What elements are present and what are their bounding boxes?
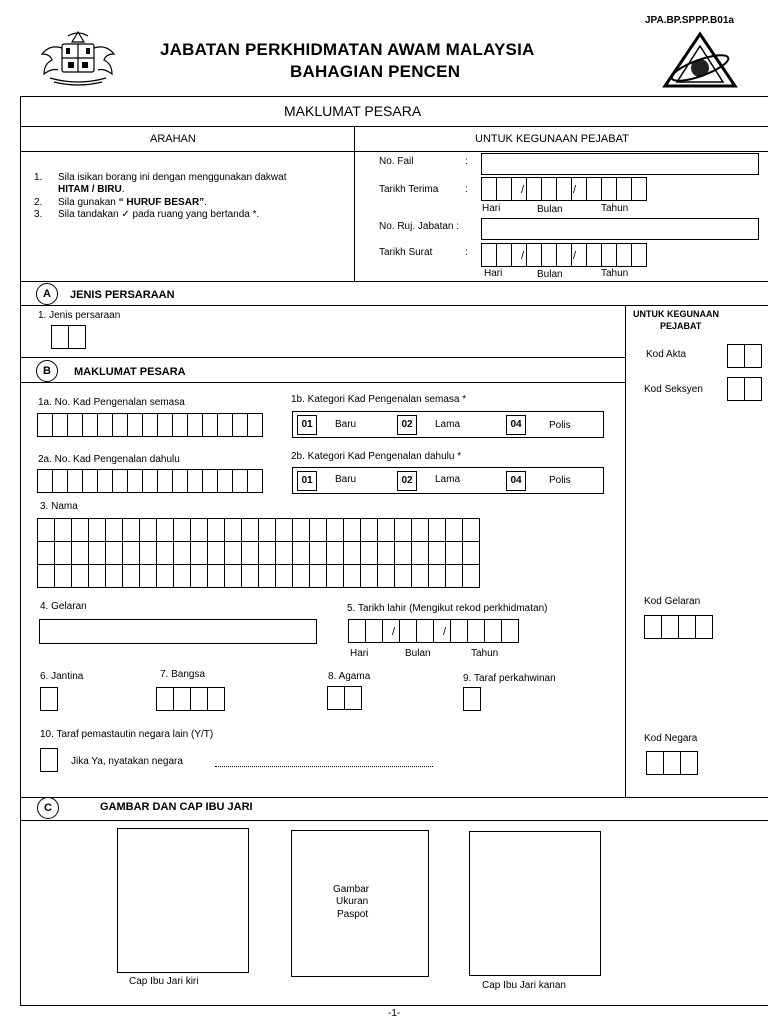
nama-cell[interactable]	[275, 541, 293, 565]
kod-seksyen-label: Kod Seksyen	[644, 384, 703, 395]
nama-cell[interactable]	[207, 564, 225, 588]
nama-cell[interactable]	[411, 518, 429, 542]
nama-cell[interactable]	[88, 564, 106, 588]
nama-cell[interactable]	[190, 518, 208, 542]
arahan-item-3-text: Sila tandakan ✓ pada ruang yang bertanda *.	[58, 209, 260, 220]
agency-title: JABATAN PERKHIDMATAN AWAM MALAYSIA	[160, 40, 535, 59]
nama-cell[interactable]	[139, 564, 157, 588]
nama-cell[interactable]	[139, 518, 157, 542]
jantina-cell[interactable]	[40, 687, 57, 711]
nama-cell[interactable]	[326, 518, 344, 542]
document-code: JPA.BP.SPPP.B01a	[645, 15, 734, 26]
arahan-item-3-num: 3.	[34, 209, 43, 220]
nama-cell[interactable]	[258, 541, 276, 565]
nama-cell[interactable]	[343, 564, 361, 588]
side-office-heading-2: PEJABAT	[660, 321, 702, 331]
tarikh-lahir-label: 5. Tarikh lahir (Mengikut rekod perkhidmatan)	[347, 603, 548, 614]
right-thumbprint-caption: Cap Ibu Jari kanan	[482, 980, 566, 991]
ic-current-cat-lama-code[interactable]: 02	[397, 415, 417, 435]
nama-cell[interactable]	[394, 518, 412, 542]
form-title: MAKLUMAT PESARA	[284, 103, 422, 119]
gelaran-label: 4. Gelaran	[40, 601, 87, 612]
nama-cell[interactable]	[360, 564, 378, 588]
nama-cell[interactable]	[156, 541, 174, 565]
nama-cell[interactable]	[343, 541, 361, 565]
office-heading: UNTUK KEGUNAAN PEJABAT	[475, 133, 629, 145]
nama-cell[interactable]	[377, 564, 395, 588]
nama-cell[interactable]	[343, 518, 361, 542]
nama-cell[interactable]	[360, 518, 378, 542]
ic-previous-cat-polis-code[interactable]: 04	[506, 471, 526, 491]
gelaran-input[interactable]	[39, 619, 317, 644]
nama-cell[interactable]	[88, 541, 106, 565]
no-fail-input[interactable]	[481, 153, 759, 175]
nama-cell[interactable]	[394, 541, 412, 565]
agama-label: 8. Agama	[328, 671, 371, 682]
no-ruj-label: No. Ruj. Jabatan :	[379, 221, 460, 232]
right-thumbprint-box[interactable]	[469, 831, 601, 976]
nama-cell[interactable]	[105, 518, 123, 542]
nama-cell[interactable]	[156, 564, 174, 588]
nama-cell[interactable]	[428, 518, 446, 542]
taraf-perkahwinan-cell[interactable]	[463, 687, 480, 711]
ic-previous-label: 2a. No. Kad Pengenalan dahulu	[38, 454, 180, 465]
nama-cell[interactable]	[54, 541, 72, 565]
bangsa-label: 7. Bangsa	[160, 669, 206, 680]
no-ruj-input[interactable]	[481, 218, 759, 240]
left-thumbprint-box[interactable]	[117, 828, 249, 973]
no-fail-label: No. Fail	[379, 156, 414, 167]
arahan-item-1-ink: HITAM / BIRU	[58, 184, 122, 195]
section-a-title: JENIS PERSARAAN	[70, 289, 175, 301]
nama-cell[interactable]	[207, 518, 225, 542]
nama-cell[interactable]	[190, 541, 208, 565]
ic-current-cat-polis-code[interactable]: 04	[506, 415, 526, 435]
nama-cell[interactable]	[326, 564, 344, 588]
arahan-item-2-text: Sila gunakan “ HURUF BESAR”.	[58, 197, 207, 208]
nama-cell[interactable]	[37, 518, 55, 542]
ic-current-label: 1a. No. Kad Pengenalan semasa	[38, 397, 185, 408]
nama-cell[interactable]	[326, 541, 344, 565]
nama-cell[interactable]	[309, 518, 327, 542]
nama-cell[interactable]	[122, 518, 140, 542]
nama-cell[interactable]	[224, 541, 242, 565]
nama-label: 3. Nama	[40, 501, 78, 512]
kod-gelaran-label: Kod Gelaran	[644, 596, 701, 607]
kod-akta-cells[interactable]	[727, 344, 761, 368]
nama-row[interactable]	[37, 564, 479, 588]
nama-cell[interactable]	[88, 518, 106, 542]
side-office-heading-1: UNTUK KEGUNAAN	[633, 309, 719, 319]
tarikh-terima-label: Tarikh Terima	[379, 184, 439, 195]
nama-cell[interactable]	[122, 541, 140, 565]
nama-cell[interactable]	[122, 564, 140, 588]
nama-cell[interactable]	[428, 541, 446, 565]
nama-row[interactable]	[37, 518, 479, 542]
section-c-title: GAMBAR DAN CAP IBU JARI	[100, 801, 253, 813]
ic-current-cells[interactable]	[37, 413, 262, 437]
coat-of-arms-logo	[28, 30, 128, 90]
tarikh-surat-label: Tarikh Surat	[379, 247, 433, 258]
nama-cell[interactable]	[54, 518, 72, 542]
nama-cell[interactable]	[377, 541, 395, 565]
page-number: -1-	[388, 1008, 401, 1019]
nama-cell[interactable]	[275, 564, 293, 588]
arahan-item-1-text: Sila isikan borang ini dengan menggunakan dakwat	[58, 172, 287, 183]
nama-cell[interactable]	[411, 564, 429, 588]
nama-cell[interactable]	[190, 564, 208, 588]
ic-previous-cat-lama-code[interactable]: 02	[397, 471, 417, 491]
ic-current-cat-baru-code[interactable]: 01	[297, 415, 317, 435]
nama-cell[interactable]	[411, 541, 429, 565]
nama-cell[interactable]	[445, 541, 463, 565]
nama-cell[interactable]	[445, 518, 463, 542]
nama-cell[interactable]	[394, 564, 412, 588]
section-c-badge: C	[37, 797, 59, 819]
ic-previous-category-label: 2b. Kategori Kad Pengenalan dahulu *	[291, 451, 462, 462]
agama-cells[interactable]	[327, 686, 361, 710]
nama-cell[interactable]	[173, 564, 191, 588]
nama-cell[interactable]	[71, 564, 89, 588]
arahan-heading: ARAHAN	[150, 133, 196, 145]
jantina-label: 6. Jantina	[40, 671, 84, 682]
nama-cell[interactable]	[173, 518, 191, 542]
taraf-perkahwinan-label: 9. Taraf perkahwinan	[463, 673, 556, 684]
nama-row[interactable]	[37, 541, 479, 565]
nyatakan-negara-label: Jika Ya, nyatakan negara	[71, 756, 183, 767]
arahan-item-2-num: 2.	[34, 197, 43, 208]
nama-cell[interactable]	[258, 564, 276, 588]
nama-cell[interactable]	[462, 518, 480, 542]
tarikh-terima-cells[interactable]	[481, 177, 646, 201]
nama-cell[interactable]	[462, 541, 480, 565]
nama-cell[interactable]	[360, 541, 378, 565]
section-b-title: MAKLUMAT PESARA	[74, 366, 186, 378]
nama-cell[interactable]	[173, 541, 191, 565]
nyatakan-negara-line[interactable]	[215, 766, 433, 767]
section-a-badge: A	[36, 283, 58, 305]
nama-cell[interactable]	[292, 541, 310, 565]
nama-cell[interactable]	[37, 564, 55, 588]
jenis-persaraan-label: 1. Jenis persaraan	[38, 310, 121, 321]
left-thumbprint-caption: Cap Ibu Jari kiri	[129, 976, 199, 987]
nama-cell[interactable]	[241, 541, 259, 565]
nama-cell[interactable]	[37, 541, 55, 565]
ic-current-category-label: 1b. Kategori Kad Pengenalan semasa *	[291, 394, 467, 405]
kod-akta-label: Kod Akta	[646, 349, 687, 360]
jpa-logo	[655, 30, 745, 90]
jenis-persaraan-cells[interactable]	[51, 325, 85, 349]
pemastautin-cell[interactable]	[40, 748, 57, 772]
bangsa-cells[interactable]	[156, 687, 224, 711]
nama-cell[interactable]	[156, 518, 174, 542]
nama-cell[interactable]	[292, 564, 310, 588]
nama-cell[interactable]	[275, 518, 293, 542]
nama-cell[interactable]	[54, 564, 72, 588]
nama-cell[interactable]	[462, 564, 480, 588]
kod-negara-cells[interactable]	[646, 751, 697, 775]
nama-cell[interactable]	[71, 518, 89, 542]
nama-cell[interactable]	[71, 541, 89, 565]
section-b-badge: B	[36, 360, 58, 382]
kod-seksyen-cells[interactable]	[727, 377, 761, 401]
nama-cell[interactable]	[105, 541, 123, 565]
nama-cell[interactable]	[292, 518, 310, 542]
ic-previous-cells[interactable]	[37, 469, 262, 493]
nama-cell[interactable]	[258, 518, 276, 542]
arahan-item-1-num: 1.	[34, 172, 43, 183]
ic-previous-cat-baru-code[interactable]: 01	[297, 471, 317, 491]
division-title: BAHAGIAN PENCEN	[290, 62, 461, 81]
nama-cell[interactable]	[105, 564, 123, 588]
nama-cell[interactable]	[139, 541, 157, 565]
nama-cell[interactable]	[241, 564, 259, 588]
nama-cell[interactable]	[309, 564, 327, 588]
kod-negara-label: Kod Negara	[644, 733, 698, 744]
kod-gelaran-cells[interactable]	[644, 615, 712, 639]
nama-cell[interactable]	[241, 518, 259, 542]
nama-cell[interactable]	[377, 518, 395, 542]
nama-cell[interactable]	[224, 564, 242, 588]
pemastautin-label: 10. Taraf pemastautin negara lain (Y/T)	[40, 729, 214, 740]
nama-cell[interactable]	[309, 541, 327, 565]
nama-cell[interactable]	[445, 564, 463, 588]
nama-cell[interactable]	[428, 564, 446, 588]
tarikh-surat-cells[interactable]	[481, 243, 646, 267]
tarikh-lahir-cells[interactable]	[348, 619, 518, 643]
nama-cell[interactable]	[207, 541, 225, 565]
nama-cell[interactable]	[224, 518, 242, 542]
